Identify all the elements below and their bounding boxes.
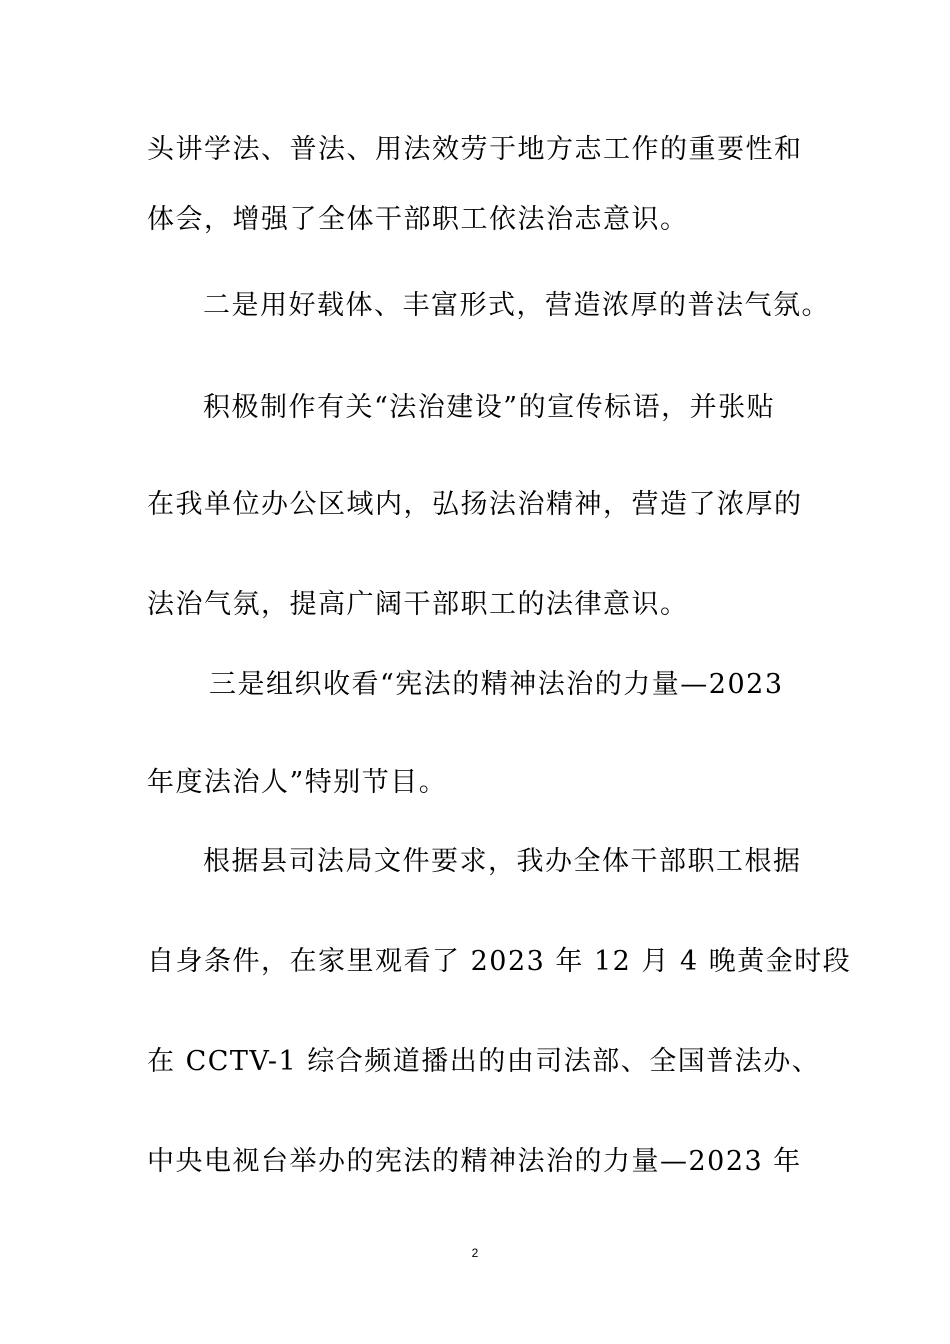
paragraph-line-5: 在我单位办公区域内，弘扬法治精神，营造了浓厚的 — [147, 489, 803, 520]
paragraph-line-7: 三是组织收看“宪法的精神法治的力量—2023 — [209, 669, 784, 700]
paragraph-line-6: 法治气氛，提高广阔干部职工的法律意识。 — [147, 589, 689, 620]
paragraph-line-9: 根据县司法局文件要求，我办全体干部职工根据 — [203, 846, 802, 877]
paragraph-line-8: 年度法治人”特别节目。 — [147, 767, 448, 798]
paragraph-line-4: 积极制作有关“法治建设”的宣传标语，并张贴 — [203, 392, 776, 423]
paragraph-line-11: 在 CCTV-1 综合频道播出的由司法部、全国普法办、 — [147, 1046, 821, 1077]
paragraph-line-12: 中央电视台举办的宪法的精神法治的力量—2023 年 — [147, 1146, 802, 1177]
paragraph-line-3: 二是用好载体、丰富形式，营造浓厚的普法气氛。 — [203, 290, 830, 321]
paragraph-line-2: 体会，增强了全体干部职工依法治志意识。 — [147, 204, 689, 235]
page-number: 2 — [471, 1246, 479, 1260]
paragraph-line-10: 自身条件，在家里观看了 2023 年 12 月 4 晚黄金时段 — [147, 946, 852, 977]
paragraph-line-1: 头讲学法、普法、用法效劳于地方志工作的重要性和 — [147, 134, 803, 165]
